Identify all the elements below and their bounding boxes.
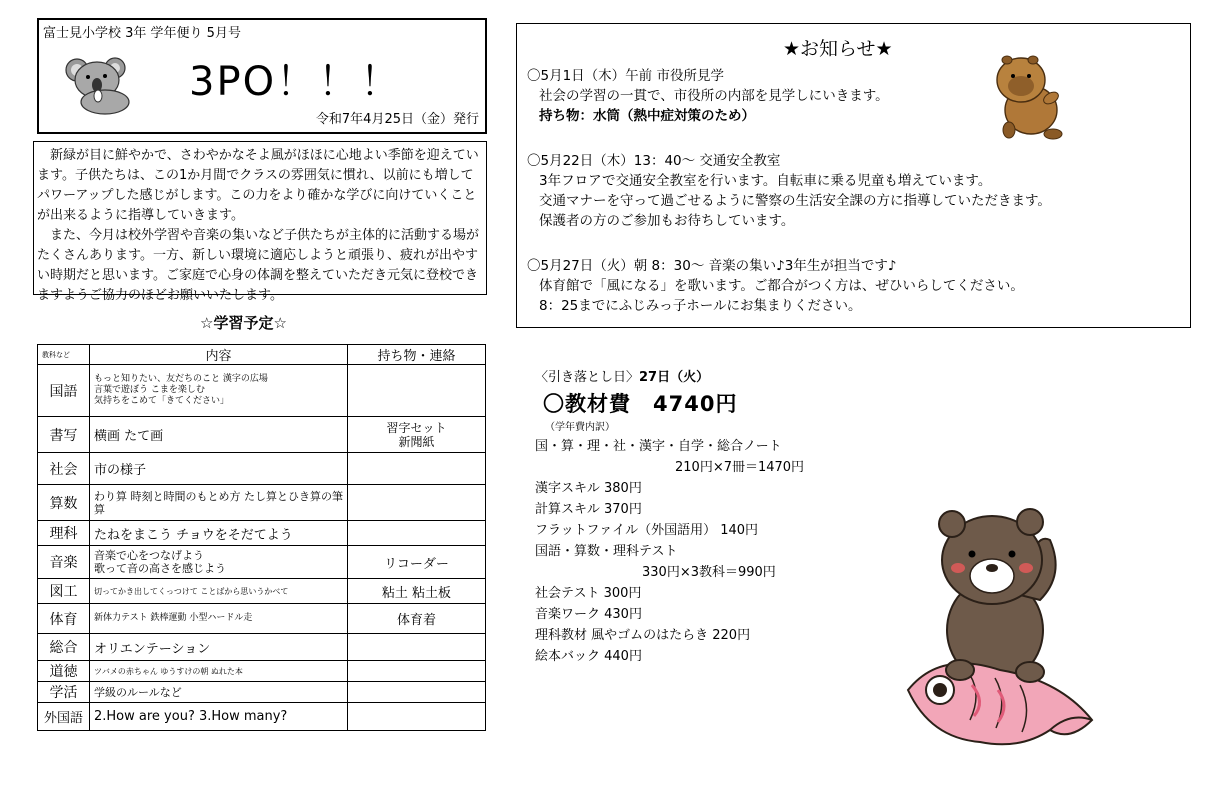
subject-cell: 学活: [38, 682, 90, 703]
content-cell: 切ってかき出してくっつけて ことばから思いうかべて: [90, 579, 348, 604]
newsletter-title: 3PO！！！: [189, 59, 403, 105]
subject-cell: 音楽: [38, 546, 90, 579]
table-row: [38, 485, 486, 521]
header-bring: 持ち物・連絡: [348, 345, 486, 365]
fee-line: 絵本バック 440円: [535, 649, 642, 664]
notice-item-1: [527, 66, 889, 126]
intro-message: [33, 141, 487, 303]
content-cell: 横画 たて画: [90, 417, 348, 453]
content-cell: 市の様子: [90, 453, 348, 485]
notice-item-1-line1: 社会の学習の一貫で、市役所の内部を見学しにいきます。: [539, 88, 889, 104]
fees-section: [535, 367, 804, 667]
fee-line: 国語・算数・理科テスト: [535, 544, 678, 559]
intro-paragraph-2: また、今月は校外学習や音楽の集いなど子供たちが主体的に活動する場がたくさんあります。一方、新しい環境に適応しようと頑張り、疲れが出やすい時期だと思います。ご家庭で心身の体調を整えていただき元気に登校できますようご協力のほどお願いいたします。: [37, 228, 480, 303]
fee-line: 漢字スキル 380円: [535, 481, 642, 496]
notice-item-1-line2: 持ち物：水筒（熱中症対策のため）: [539, 108, 755, 124]
content-cell: 音楽で心をつなげよう 歌って音の高さを感じよう: [90, 546, 348, 579]
bring-cell: [348, 521, 486, 546]
table-row: [38, 521, 486, 546]
subject-cell: 体育: [38, 604, 90, 634]
issue-date: 令和7年4月25日（金）発行: [315, 112, 479, 127]
content-cell: オリエンテーション: [90, 634, 348, 661]
bring-cell: [348, 661, 486, 682]
bring-cell: [348, 485, 486, 521]
subject-cell: 書写: [38, 417, 90, 453]
notice-item-2-heading: 〇5月22日（木）13：40～ 交通安全教室: [527, 153, 781, 169]
fee-line: 330円×3教科＝990円: [642, 565, 776, 580]
table-row: [38, 604, 486, 634]
bring-cell: リコーダー: [348, 546, 486, 579]
content-cell: わり算 時刻と時間のもとめ方 たし算とひき算の筆算: [90, 485, 348, 521]
notice-title: ★お知らせ★: [783, 38, 893, 60]
content-cell: 2.How are you? 3.How many?: [90, 703, 348, 731]
breakdown-label: （学年費内訳）: [545, 422, 615, 433]
subject-cell: 国語: [38, 365, 90, 417]
header-subject: 教科など: [38, 345, 90, 365]
header-content: 内容: [90, 345, 348, 365]
capybara-icon: [987, 50, 1073, 142]
notice-item-3: [527, 256, 1024, 316]
subject-cell: 図工: [38, 579, 90, 604]
notice-item-2-line2: 交通マナーを守って過ごせるように警察の生活安全課の方に指導していただきます。: [539, 193, 1051, 209]
schedule-table: [37, 344, 486, 731]
table-row: [38, 682, 486, 703]
intro-paragraph-1: 新緑が目に鮮やかで、さわやかなそよ風がほほに心地よい季節を迎えています。子供たちは、この1か月間でクラスの雰囲気に慣れ、以前にも増してパワーアップした感じがします。この力をより確かな学びに向けていくことが出来るように指導していきます。: [37, 148, 479, 223]
content-cell: 学級のルールなど: [90, 682, 348, 703]
notice-item-2-line3: 保護者の方のご参加もお待ちしています。: [539, 213, 795, 229]
fee-line: 210円×7冊＝1470円: [675, 460, 805, 475]
notice-item-3-line1: 体育館で「風になる」を歌います。ご都合がつく方は、ぜひいらしてください。: [539, 278, 1024, 294]
content-cell: たねをまこう チョウをそだてよう: [90, 521, 348, 546]
table-row: [38, 661, 486, 682]
table-row: [38, 453, 486, 485]
fee-line: 計算スキル 370円: [535, 502, 642, 517]
schedule-header-row: [38, 345, 486, 365]
fee-line: 音楽ワーク 430円: [535, 607, 642, 622]
notice-item-3-line2: 8：25までにふじみっ子ホールにお集まりください。: [539, 298, 862, 314]
content-cell: ツバメの赤ちゃん ゆうすけの朝 ぬれた本: [90, 661, 348, 682]
notice-item-2: [527, 151, 1051, 231]
fee-line: 理科教材 風やゴムのはたらき 220円: [535, 628, 751, 643]
subject-cell: 道徳: [38, 661, 90, 682]
subject-cell: 社会: [38, 453, 90, 485]
notice-item-2-line1: 3年フロアで交通安全教室を行います。自転車に乗る児童も増えています。: [539, 173, 992, 189]
content-cell: もっと知りたい、友だちのこと 漢字の広場 言葉で遊ぼう こまを楽しむ 気持ちをこめて「きてください」: [90, 365, 348, 417]
schedule-title: ☆学習予定☆: [200, 314, 287, 332]
table-row: [38, 579, 486, 604]
bring-cell: [348, 634, 486, 661]
fee-line: 社会テスト 300円: [535, 586, 642, 601]
subject-cell: 外国語: [38, 703, 90, 731]
table-row: [38, 634, 486, 661]
fee-line: 国・算・理・社・漢字・自学・総合ノート: [535, 439, 782, 454]
bring-cell: [348, 453, 486, 485]
newsletter-header: [37, 18, 487, 134]
table-row: [38, 417, 486, 453]
bring-cell: 体育着: [348, 604, 486, 634]
subject-cell: 理科: [38, 521, 90, 546]
bring-cell: [348, 703, 486, 731]
bring-cell: [348, 682, 486, 703]
bear-on-carp-icon: [900, 480, 1100, 760]
subject-cell: 算数: [38, 485, 90, 521]
withdrawal-day: 27日（火）: [639, 370, 710, 385]
bring-cell: 粘土 粘土板: [348, 579, 486, 604]
bring-cell: [348, 365, 486, 417]
fee-total: 〇教材費 4740円: [543, 392, 738, 416]
table-row: [38, 546, 486, 579]
table-row: [38, 365, 486, 417]
notice-box: [516, 23, 1191, 328]
notice-item-1-heading: 〇5月1日（木）午前 市役所見学: [527, 68, 724, 84]
withdrawal-label: 〈引き落とし日〉: [535, 370, 640, 385]
withdrawal-line: [535, 367, 804, 388]
content-cell: 新体力テスト 鉄棒運動 小型ハードル走: [90, 604, 348, 634]
fee-line: フラットファイル（外国語用） 140円: [535, 523, 759, 538]
subject-cell: 総合: [38, 634, 90, 661]
koala-icon: [65, 54, 137, 116]
bring-cell: 習字セット 新聞紙: [348, 417, 486, 453]
table-row: [38, 703, 486, 731]
notice-item-3-heading: 〇5月27日（火）朝 8：30～ 音楽の集い♪3年生が担当です♪: [527, 258, 897, 274]
school-line: 富士見小学校 3年 学年便り 5月号: [43, 26, 241, 41]
